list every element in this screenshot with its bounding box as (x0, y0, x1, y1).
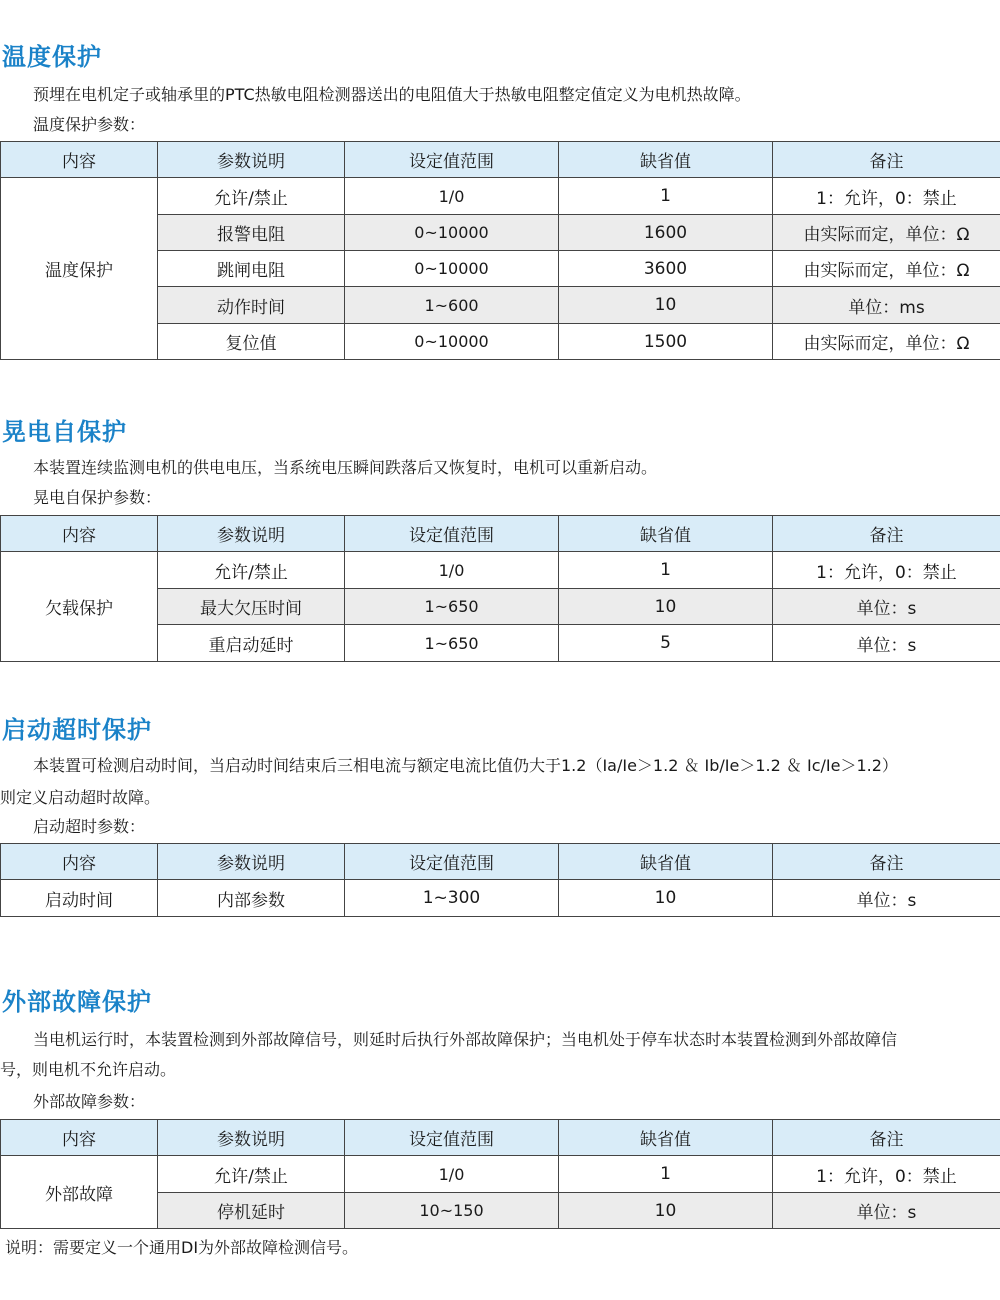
default-cell: 1500 (559, 324, 773, 360)
default-cell: 1 (559, 178, 773, 215)
default-cell: 1600 (559, 215, 773, 251)
section-title-temperature: 温度保护 (2, 43, 102, 71)
note-cell: 由实际而定，单位：Ω (773, 324, 1000, 360)
default-cell: 1 (559, 1156, 773, 1193)
default-cell: 10 (559, 287, 773, 324)
section-desc-temperature: 预埋在电机定子或轴承里的PTC热敏电阻检测器送出的电阻值大于热敏电阻整定值定义为电机热故障。 (33, 85, 751, 104)
section-desc-start-timeout-line1: 本装置可检测启动时间，当启动时间结束后三相电流与额定电流比值仍大于1.2（Ia/Ie＞1.2 ＆ Ib/Ie＞1.2 ＆ Ic/Ie＞1.2） (33, 756, 898, 775)
default-cell: 1 (559, 552, 773, 589)
param-cell: 重启动延时 (158, 625, 345, 662)
section-desc-external-fault-line2: 号，则电机不允许启动。 (0, 1060, 177, 1079)
param-cell: 跳闸电阻 (158, 251, 345, 287)
param-table-external-fault (0, 1119, 1000, 1229)
header-param: 参数说明 (158, 516, 345, 552)
note-cell: 单位：s (773, 880, 1000, 917)
header-note: 备注 (773, 844, 1000, 880)
note-cell: 单位：s (773, 589, 1000, 625)
header-content: 内容 (1, 516, 158, 552)
param-cell: 允许/禁止 (158, 1156, 345, 1193)
note-cell: 1：允许，0：禁止 (773, 178, 1000, 215)
param-table-temperature (0, 141, 1000, 360)
param-label-voltage-dip: 晃电自保护参数： (33, 488, 162, 507)
footnote: 说明：需要定义一个通用DI为外部故障检测信号。 (5, 1238, 359, 1257)
section-desc-voltage-dip: 本装置连续监测电机的供电电压，当系统电压瞬间跌落后又恢复时，电机可以重新启动。 (33, 458, 658, 477)
param-cell: 最大欠压时间 (158, 589, 345, 625)
param-cell: 动作时间 (158, 287, 345, 324)
param-cell: 报警电阻 (158, 215, 345, 251)
header-range: 设定值范围 (345, 844, 559, 880)
range-cell: 1~600 (345, 287, 559, 324)
note-cell: 由实际而定，单位：Ω (773, 251, 1000, 287)
param-cell: 允许/禁止 (158, 178, 345, 215)
header-param: 参数说明 (158, 844, 345, 880)
note-cell: 由实际而定，单位：Ω (773, 215, 1000, 251)
note-cell: 1：允许，0：禁止 (773, 552, 1000, 589)
header-param: 参数说明 (158, 1120, 345, 1156)
section-desc-start-timeout-line2: 则定义启动超时故障。 (0, 788, 161, 807)
range-cell: 1/0 (345, 552, 559, 589)
param-label-external-fault: 外部故障参数： (33, 1092, 146, 1111)
header-content: 内容 (1, 1120, 158, 1156)
header-content: 内容 (1, 844, 158, 880)
header-default: 缺省值 (559, 1120, 773, 1156)
range-cell: 10~150 (345, 1193, 559, 1229)
param-cell: 内部参数 (158, 880, 345, 917)
param-cell: 复位值 (158, 324, 345, 360)
section-title-external-fault: 外部故障保护 (2, 988, 152, 1016)
param-cell: 允许/禁止 (158, 552, 345, 589)
header-content: 内容 (1, 142, 158, 178)
section-title-start-timeout: 启动超时保护 (2, 716, 152, 744)
range-cell: 1/0 (345, 178, 559, 215)
range-cell: 1~300 (345, 880, 559, 917)
group-cell: 温度保护 (1, 178, 158, 360)
header-note: 备注 (773, 516, 1000, 552)
section-desc-external-fault-line1: 当电机运行时，本装置检测到外部故障信号，则延时后执行外部故障保护；当电机处于停车状态时本装置检测到外部故障信 (33, 1030, 898, 1049)
header-default: 缺省值 (559, 142, 773, 178)
note-cell: 单位：s (773, 1193, 1000, 1229)
range-cell: 0~10000 (345, 215, 559, 251)
header-range: 设定值范围 (345, 1120, 559, 1156)
note-cell: 1：允许，0：禁止 (773, 1156, 1000, 1193)
param-table-start-timeout (0, 843, 1000, 917)
default-cell: 10 (559, 1193, 773, 1229)
header-range: 设定值范围 (345, 142, 559, 178)
group-cell: 欠载保护 (1, 552, 158, 662)
section-title-voltage-dip: 晃电自保护 (2, 418, 127, 446)
header-range: 设定值范围 (345, 516, 559, 552)
param-label-start-timeout: 启动超时参数： (33, 817, 146, 836)
group-cell: 外部故障 (1, 1156, 158, 1229)
range-cell: 0~10000 (345, 251, 559, 287)
param-label-temperature: 温度保护参数： (33, 115, 146, 134)
default-cell: 5 (559, 625, 773, 662)
range-cell: 1~650 (345, 625, 559, 662)
default-cell: 10 (559, 589, 773, 625)
header-note: 备注 (773, 1120, 1000, 1156)
default-cell: 3600 (559, 251, 773, 287)
range-cell: 1/0 (345, 1156, 559, 1193)
default-cell: 10 (559, 880, 773, 917)
note-cell: 单位：ms (773, 287, 1000, 324)
param-cell: 停机延时 (158, 1193, 345, 1229)
range-cell: 0~10000 (345, 324, 559, 360)
group-cell: 启动时间 (1, 880, 158, 917)
header-param: 参数说明 (158, 142, 345, 178)
header-note: 备注 (773, 142, 1000, 178)
header-default: 缺省值 (559, 516, 773, 552)
range-cell: 1~650 (345, 589, 559, 625)
header-default: 缺省值 (559, 844, 773, 880)
param-table-voltage-dip (0, 515, 1000, 662)
note-cell: 单位：s (773, 625, 1000, 662)
